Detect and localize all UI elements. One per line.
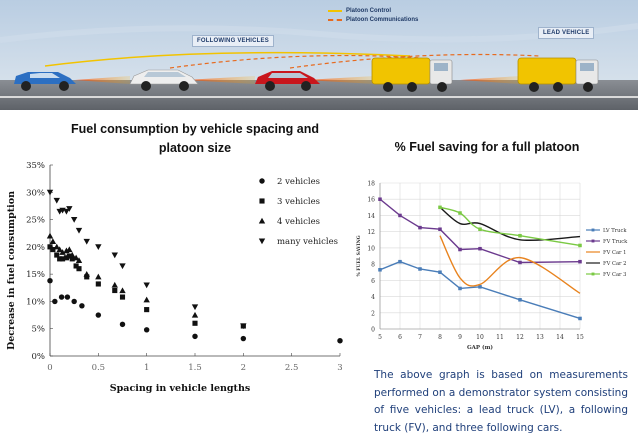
legend-label: 3 vehicles: [277, 197, 321, 207]
y-tick-label: 6: [371, 277, 375, 285]
legend-marker: [592, 229, 595, 232]
data-point: [144, 327, 149, 332]
data-point: [143, 282, 149, 288]
data-point: [458, 287, 462, 291]
data-point: [119, 263, 125, 269]
legend-marker: [259, 198, 264, 203]
y-tick-label: 8: [371, 261, 375, 269]
data-point: [96, 281, 101, 286]
legend-marker: [259, 238, 265, 244]
communications-line-icon: [328, 19, 342, 21]
fuel-consumption-scatter-chart: [0, 155, 360, 435]
y-tick-label: 5%: [31, 324, 45, 335]
data-point: [578, 260, 582, 264]
x-tick-label: 2: [240, 363, 247, 373]
legend-label: 4 vehicles: [277, 217, 321, 227]
data-point: [120, 322, 125, 327]
y-tick-label: 10: [367, 245, 375, 253]
y-axis-label: % FUEL SAVING: [357, 235, 362, 277]
x-tick-label: 9: [458, 334, 462, 341]
data-point: [438, 227, 442, 231]
data-point: [192, 312, 198, 318]
legend-marker: [592, 273, 595, 276]
legend-marker: [259, 218, 265, 224]
y-tick-label: 2: [371, 310, 375, 318]
y-tick-label: 16: [367, 196, 375, 204]
y-tick-label: 0%: [31, 352, 45, 362]
y-tick-label: 10%: [26, 297, 45, 308]
data-point: [438, 270, 442, 274]
x-tick-label: 3: [337, 363, 343, 373]
data-point: [95, 244, 101, 250]
legend-label: FV Car 1: [603, 250, 627, 256]
data-point: [47, 278, 52, 283]
right-chart-title: % Fuel saving for a full platoon: [394, 140, 580, 154]
data-point: [79, 303, 84, 308]
y-tick-label: 12: [367, 229, 375, 237]
data-point: [398, 214, 402, 218]
legend-label: FV Truck: [603, 239, 628, 245]
x-tick-label: 11: [496, 334, 504, 341]
fuel-saving-line-chart: [350, 158, 638, 368]
data-point: [578, 244, 582, 248]
x-tick-label: 5: [378, 334, 382, 341]
data-point: [518, 234, 522, 238]
x-tick-label: 7: [418, 334, 422, 341]
data-point: [478, 285, 482, 289]
data-point: [478, 227, 482, 231]
data-point: [378, 197, 382, 201]
data-point: [578, 317, 582, 321]
x-axis-label: Spacing in vehicle lengths: [109, 383, 251, 394]
data-point: [144, 307, 149, 312]
legend-marker: [592, 240, 595, 243]
data-point: [478, 247, 482, 251]
data-point: [76, 228, 82, 234]
x-tick-label: 10: [476, 334, 484, 341]
x-tick-label: 0: [47, 363, 53, 373]
road: [0, 80, 638, 110]
y-tick-label: 20%: [26, 242, 45, 253]
legend-label: many vehicles: [277, 237, 339, 247]
legend-marker: [259, 178, 264, 183]
data-point: [378, 268, 382, 272]
data-point: [47, 190, 53, 196]
y-axis-label: Decrease in fuel consumption: [6, 191, 17, 350]
data-point: [518, 261, 522, 265]
data-point: [59, 294, 64, 299]
legend-label: 2 vehicles: [277, 177, 321, 187]
data-point: [54, 198, 60, 204]
data-point: [119, 287, 125, 293]
data-point: [65, 294, 70, 299]
lead-truck-icon: [518, 58, 598, 92]
data-point: [398, 260, 402, 264]
data-point: [418, 267, 422, 271]
data-point: [112, 282, 118, 288]
platoon-scene: [0, 0, 638, 110]
x-tick-label: 12: [516, 334, 524, 341]
y-tick-label: 4: [371, 294, 375, 302]
y-tick-label: 14: [367, 212, 375, 220]
data-point: [120, 295, 125, 300]
y-tick-label: 18: [367, 180, 375, 188]
data-point: [112, 288, 117, 293]
x-tick-label: 15: [576, 334, 584, 341]
following-truck-icon: [372, 58, 452, 92]
platoon-communications-label: Platoon Communications: [346, 17, 419, 23]
data-point: [52, 299, 57, 304]
data-point: [84, 271, 90, 277]
data-point: [458, 211, 462, 215]
left-chart-title: [40, 120, 350, 158]
y-tick-label: 15%: [26, 270, 45, 281]
x-tick-label: 13: [536, 334, 544, 341]
data-point: [143, 297, 149, 303]
legend-label: FV Car 3: [603, 272, 627, 278]
data-point: [76, 266, 81, 271]
data-point: [71, 217, 77, 223]
y-tick-label: 0: [371, 326, 375, 334]
following-vehicles-tag: FOLLOWING VEHICLES: [192, 35, 274, 47]
x-tick-label: 0.5: [91, 363, 106, 373]
x-tick-label: 8: [438, 334, 442, 341]
data-point: [50, 238, 56, 244]
series-2-vehicles: [47, 278, 342, 343]
y-tick-label: 35%: [26, 161, 45, 171]
x-tick-label: 1: [143, 363, 150, 373]
lead-vehicle-tag: LEAD VEHICLE: [538, 27, 594, 39]
series-4-vehicles: [47, 233, 198, 318]
data-point: [192, 321, 197, 326]
legend-label: LV Truck: [603, 228, 627, 234]
data-point: [95, 274, 101, 280]
data-point: [458, 248, 462, 252]
legend-label: FV Car 2: [603, 261, 627, 267]
platoon-control-label: Platoon Control: [346, 8, 391, 14]
data-point: [418, 226, 422, 230]
data-point: [241, 336, 246, 341]
data-point: [192, 334, 197, 339]
data-point: [47, 233, 53, 239]
data-point: [337, 338, 342, 343]
data-point: [71, 299, 76, 304]
control-line-icon: [328, 10, 342, 12]
banner-legend: [328, 8, 418, 26]
data-point: [192, 304, 198, 310]
left-chart-title-line1: Fuel consumption by vehicle spacing and: [71, 122, 319, 136]
data-point: [518, 298, 522, 302]
data-point: [96, 312, 101, 317]
data-point: [438, 206, 442, 210]
x-tick-label: 1.5: [188, 363, 202, 373]
y-tick-label: 30%: [26, 188, 45, 199]
x-tick-label: 14: [556, 334, 564, 341]
y-tick-label: 25%: [26, 215, 45, 226]
left-chart-title-line2: platoon size: [158, 141, 232, 155]
x-axis-label: GAP (m): [466, 345, 494, 351]
data-point: [112, 252, 118, 258]
x-tick-label: 2.5: [284, 363, 299, 373]
data-point: [84, 239, 90, 245]
x-tick-label: 6: [398, 334, 402, 341]
platoon-illustration: [0, 0, 638, 110]
chart-caption: The above graph is based on measurements performed on a demonstrator system consisting of five vehicles: a lead truck (LV), a following truck (FV), and three following cars.: [374, 369, 628, 434]
